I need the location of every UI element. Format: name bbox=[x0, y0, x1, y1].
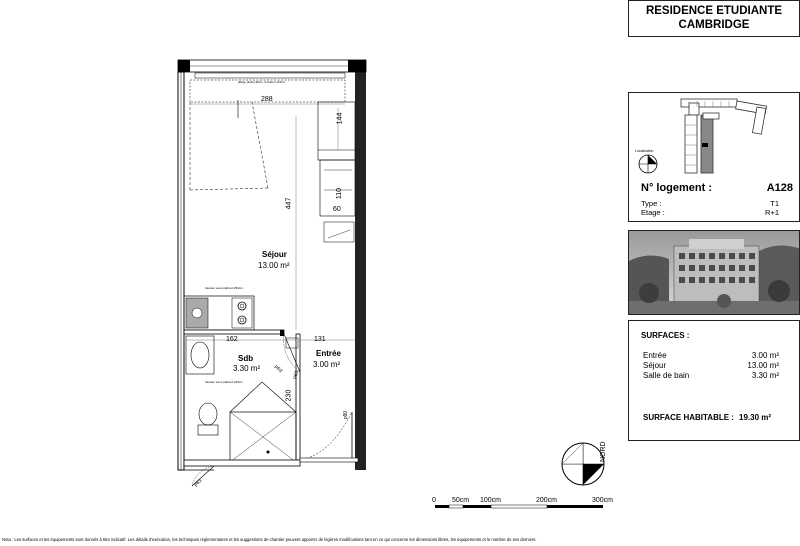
bath-note: hauteur sous plafond 225cm bbox=[205, 380, 243, 384]
surface-row-value: 13.00 m² bbox=[747, 361, 779, 370]
key-plan-panel bbox=[628, 92, 800, 222]
project-title-line1: RESIDENCE ETUDIANTE bbox=[645, 5, 783, 17]
scale-label: 200cm bbox=[536, 497, 558, 504]
dimension-label: 144 bbox=[336, 112, 344, 125]
dimension-label: 60 bbox=[333, 206, 341, 213]
scale-label: 100cm bbox=[480, 497, 502, 504]
surface-row-name: Séjour bbox=[643, 361, 667, 370]
door-label: p90 bbox=[343, 410, 350, 420]
lot-floor-value: R+1 bbox=[765, 208, 779, 217]
scale-label: 300cm bbox=[592, 497, 614, 504]
surface-row-value: 3.00 m² bbox=[751, 351, 779, 360]
surfaces-panel bbox=[628, 320, 800, 441]
dimension-label: 162 bbox=[226, 336, 238, 343]
compass-label: NORD bbox=[600, 441, 607, 462]
window-note: allège pleine 90cm / hauteur 115cm bbox=[238, 80, 286, 84]
toilet bbox=[198, 425, 218, 435]
dimension-label: 131 bbox=[314, 336, 326, 343]
room-name-entree: Entrée bbox=[316, 349, 341, 358]
lot-number-value: A128 bbox=[766, 182, 793, 194]
dimension-label: 288 bbox=[261, 96, 273, 103]
surface-total-label: SURFACE HABITABLE : bbox=[643, 413, 734, 422]
scale-label: 50cm bbox=[452, 497, 470, 504]
building-photo bbox=[628, 230, 800, 315]
key-plan-compass bbox=[637, 153, 659, 180]
dimension-label: 110 bbox=[336, 187, 344, 200]
door-label: p63 bbox=[291, 370, 301, 380]
dimension-label: 447 bbox=[285, 197, 293, 210]
surfaces-header: SURFACES : bbox=[641, 331, 690, 340]
lot-type-value: T1 bbox=[770, 199, 779, 208]
door-label: p63 bbox=[273, 363, 284, 375]
disclaimer-note: Nota : Les surfaces et les équipements sont donnés à titre indicatif. Les détails d'exécution, les techniques réglementaires et les suggestions de chantier peuvent apporter de légères modifications tant en ce qui concerne les dimensions libres, les équipements et le nombre de ses derniers. bbox=[2, 537, 537, 542]
radiator bbox=[324, 222, 354, 242]
room-name-sejour: Séjour bbox=[262, 250, 287, 259]
scale-label: 0 bbox=[432, 497, 436, 504]
lot-floor-label: Etage : bbox=[641, 208, 665, 217]
lot-number-label: N° logement : bbox=[641, 182, 713, 194]
dimension-label: 230 bbox=[285, 389, 293, 402]
window-sill bbox=[195, 73, 345, 78]
key-plan-north-label: Localisation bbox=[635, 149, 654, 153]
project-title-line2: CAMBRIDGE bbox=[678, 19, 750, 31]
door-label: p63 bbox=[193, 478, 204, 488]
right-wall bbox=[355, 72, 366, 470]
room-name-sdb: Sdb bbox=[238, 354, 254, 363]
room-area-sdb: 3.30 m² bbox=[233, 364, 261, 373]
project-title bbox=[628, 0, 800, 37]
building-render-image bbox=[629, 231, 800, 315]
surface-row-name: Salle de bain bbox=[643, 371, 690, 380]
wardrobe bbox=[318, 102, 355, 160]
room-area-sejour: 13.00 m² bbox=[258, 261, 290, 270]
surface-row-name: Entrée bbox=[643, 351, 667, 360]
kitchen-note: hauteur sous plafond 250cm bbox=[205, 286, 243, 290]
lot-type-label: Type : bbox=[641, 199, 662, 208]
north-compass-icon bbox=[637, 153, 659, 175]
surface-total-value: 19.30 m² bbox=[739, 413, 772, 422]
room-area-entree: 3.00 m² bbox=[313, 360, 341, 369]
surface-row-value: 3.30 m² bbox=[751, 371, 779, 380]
